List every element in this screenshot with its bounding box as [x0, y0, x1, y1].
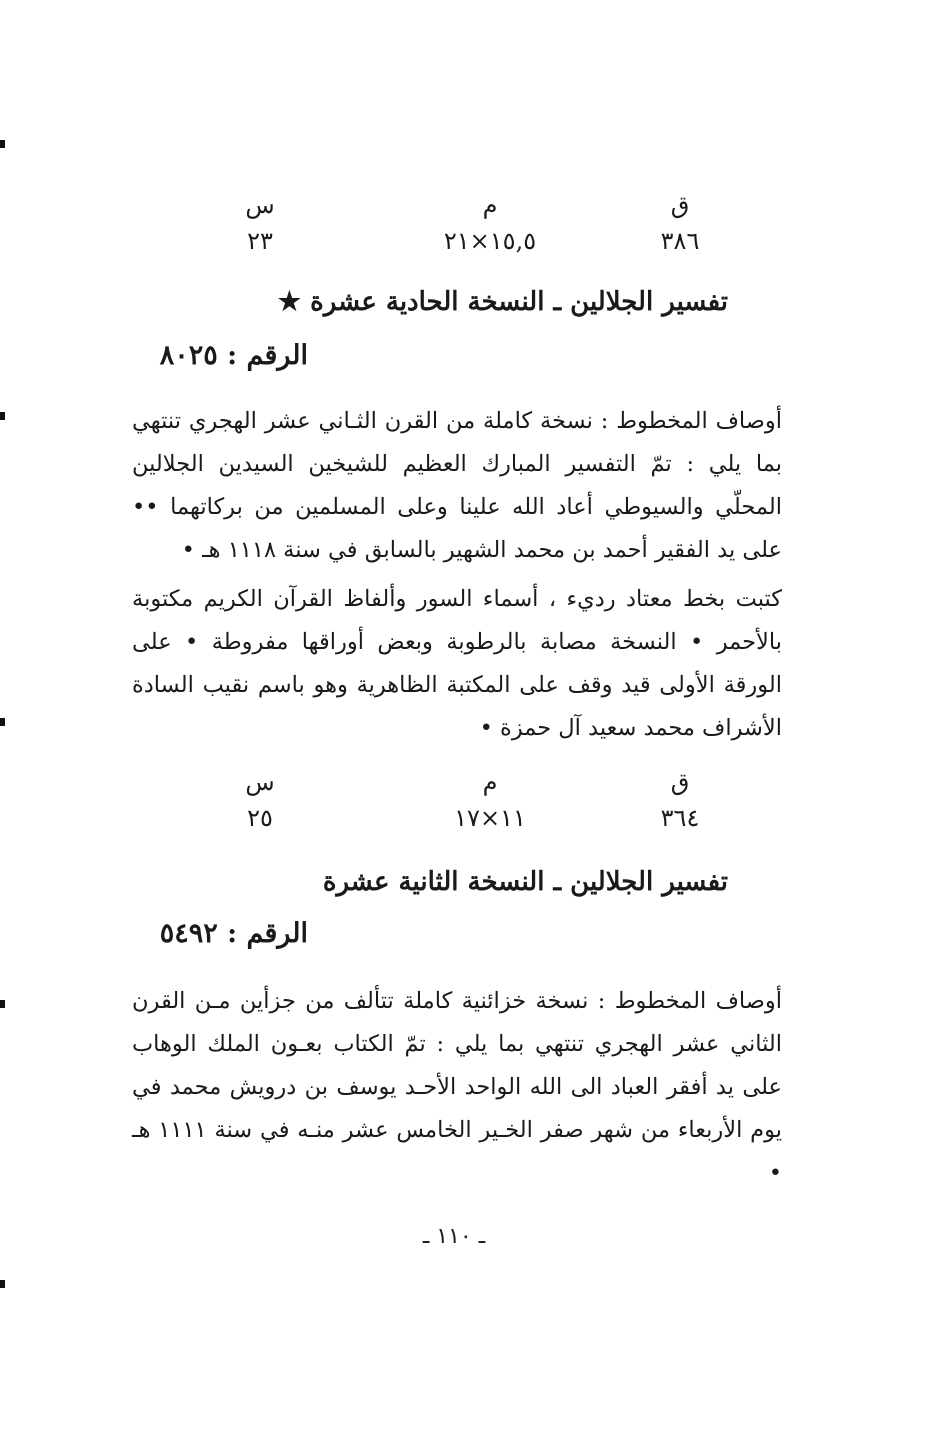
- folio-count-label: ق: [670, 191, 690, 219]
- dimensions-value: ١٥,٥×٢١: [443, 227, 537, 255]
- folio-count-label: ق: [670, 768, 690, 796]
- lines-per-page-label: س: [245, 768, 275, 796]
- lines-per-page-value: ٢٥: [247, 804, 273, 832]
- scan-edge-mark: [0, 718, 5, 726]
- manuscript-stats-row: [200, 187, 720, 257]
- description-text: أوصاف المخطوط : نسخة خزائنية كاملة تتألف من جزأين مـن القرن الثاني عشر الهجري تنتهي بما يلي : تمّ الكتاب بعـون الملك الوهاب على يد أفقر العباد الى الله الواحد الأحـد يوسف بن درويش محمد في يوم الأربعاء من شهر صفر الخـير الخامس عشر منـه في سنة ١١١١ هـ •: [132, 988, 782, 1186]
- dimensions-stat: [430, 187, 550, 259]
- section-heading: تفسير الجلالين ـ النسخة الثانية عشرة: [322, 867, 728, 897]
- scan-edge-mark: [0, 140, 5, 148]
- folio-count-stat: [620, 187, 740, 259]
- manuscript-notes: [132, 578, 782, 750]
- section-heading: تفسير الجلالين ـ النسخة الحادية عشرة ★: [277, 287, 728, 317]
- dimensions-label: م: [482, 768, 498, 796]
- lines-per-page-stat: [200, 187, 320, 259]
- scan-edge-mark: [0, 1280, 5, 1288]
- manuscript-description: [132, 980, 782, 1195]
- lines-per-page-value: ٢٣: [247, 227, 273, 255]
- folio-count-value: ٣٦٤: [660, 804, 700, 832]
- folio-count-stat: [620, 764, 740, 836]
- dimensions-stat: [430, 764, 550, 836]
- lines-per-page-stat: [200, 764, 320, 836]
- record-number: الرقم : ٨٠٢٥: [159, 340, 308, 371]
- scan-edge-mark: [0, 412, 5, 420]
- folio-count-value: ٣٨٦: [660, 227, 700, 255]
- scan-edge-mark: [0, 1000, 5, 1008]
- record-number: الرقم : ٥٤٩٢: [159, 918, 308, 949]
- description-text: أوصاف المخطوط : نسخة كاملة من القرن الثـاني عشر الهجري تنتهي بما يلي : تمّ التفسير المبارك العظيم للشيخين السيدين الجلالين المحلّي والسيوطي أعاد الله علينا وعلى المسلمين من بركاتهما •• على يد الفقير أحمد بن محمد الشهير بالسابق في سنة ١١١٨ هـ •: [132, 408, 782, 563]
- notes-text: كتبت بخط معتاد رديء ، أسماء السور وألفاظ القرآن الكريم مكتوبة بالأحمر • النسخة مصابة بالرطوبة وبعض أوراقها مفروطة • على الورقة الأولى قيد وقف على المكتبة الظاهرية وهو باسم نقيب السادة الأشراف محمد سعيد آل حمزة •: [132, 586, 782, 741]
- dimensions-label: م: [482, 191, 498, 219]
- lines-per-page-label: س: [245, 191, 275, 219]
- dimensions-value: ١١×١٧: [454, 804, 526, 832]
- page-number: ـ ١١٠ ـ: [422, 1224, 486, 1249]
- manuscript-description: [132, 400, 782, 572]
- manuscript-stats-row: [200, 764, 720, 834]
